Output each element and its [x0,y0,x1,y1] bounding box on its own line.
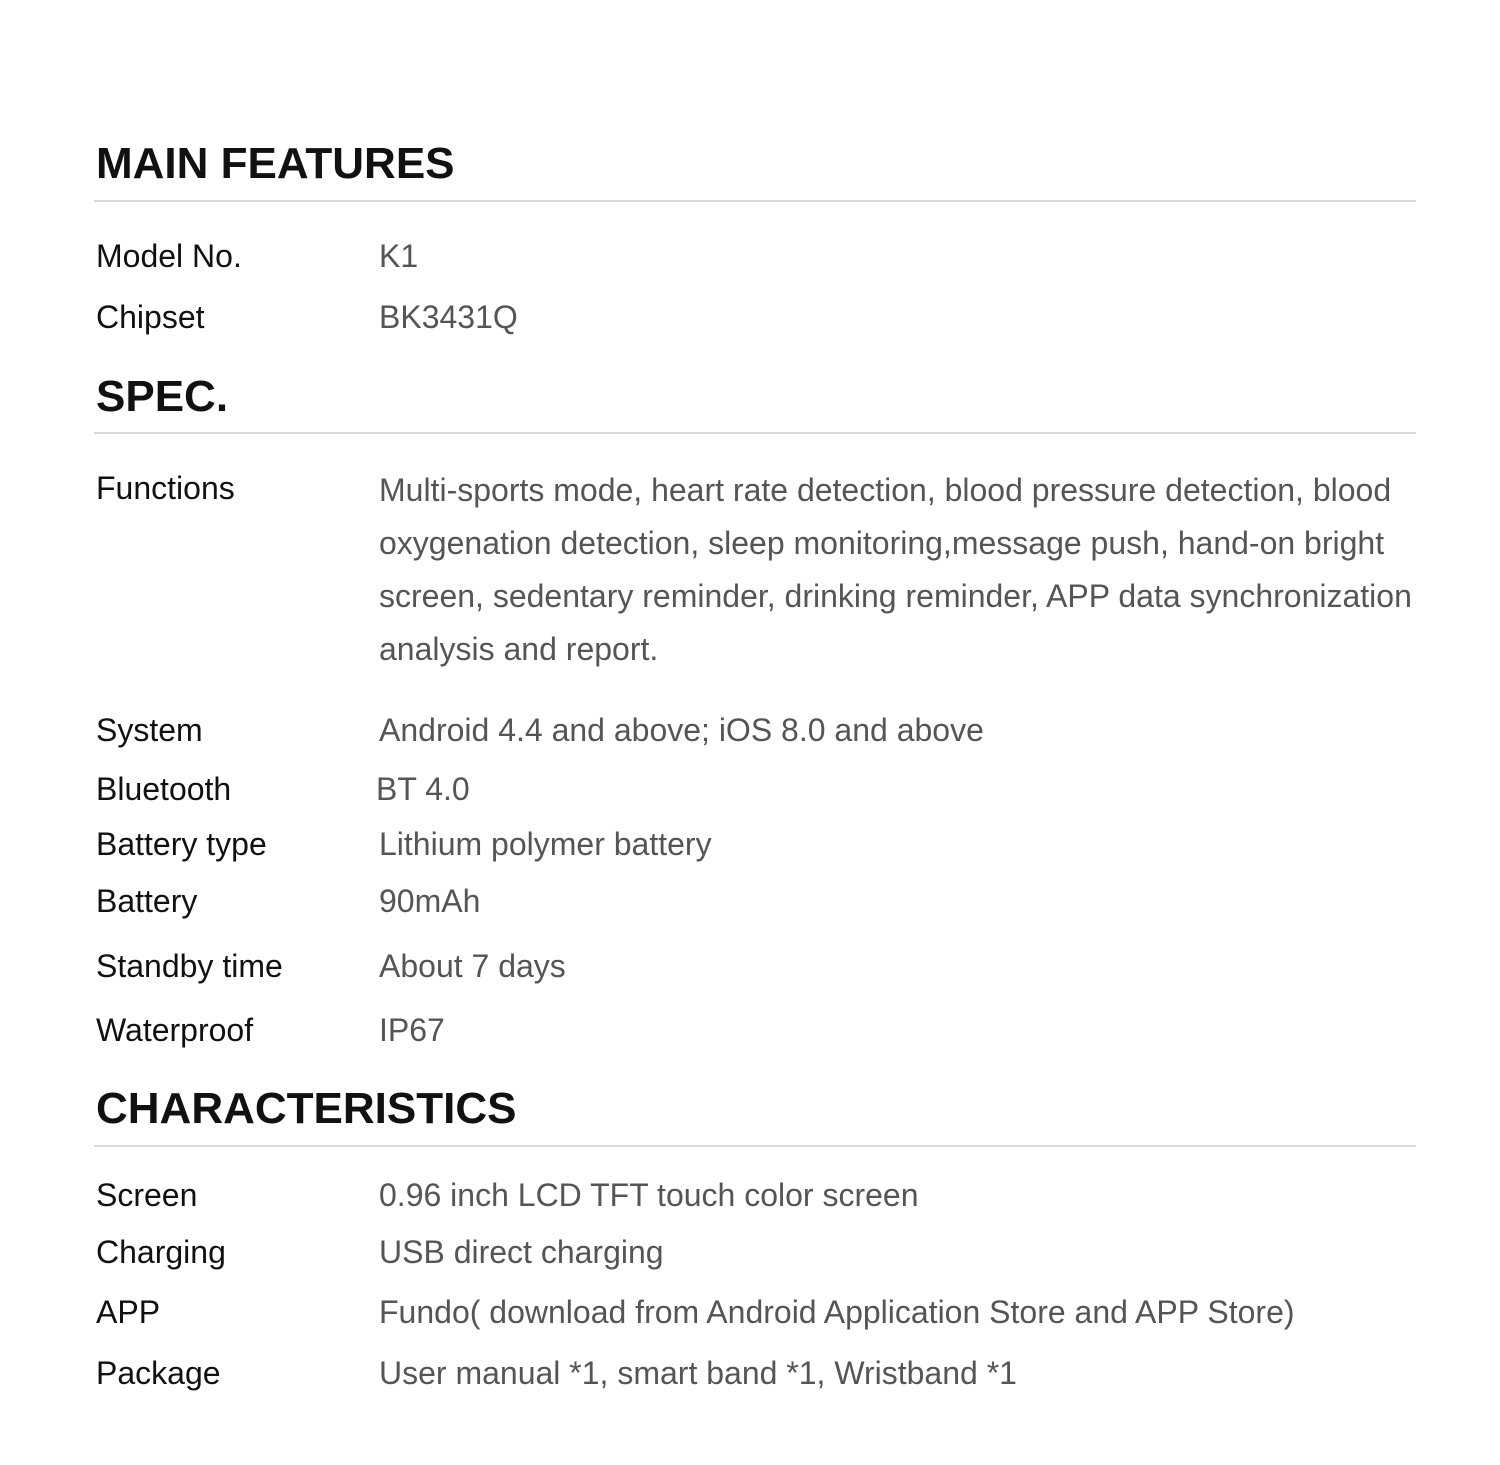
section-divider [94,200,1416,202]
spec-value-system: Android 4.4 and above; iOS 8.0 and above [379,712,984,748]
spec-label-bluetooth: Bluetooth [96,771,232,807]
section-divider [94,432,1416,434]
spec-value-chipset: BK3431Q [379,299,518,335]
spec-label-waterproof: Waterproof [96,1012,254,1048]
spec-value-waterproof: IP67 [379,1012,445,1048]
section-title-spec: SPEC. [96,372,229,421]
spec-value-package: User manual *1, smart band *1, Wristband *1 [379,1355,1017,1391]
spec-label-battery: Battery [96,883,198,919]
spec-value-model-no: K1 [379,238,419,274]
spec-label-charging: Charging [96,1234,226,1270]
spec-value-standby-time: About 7 days [379,948,566,984]
spec-label-standby-time: Standby time [96,948,283,984]
spec-label-chipset: Chipset [96,299,205,335]
spec-value-bluetooth: BT 4.0 [376,771,470,807]
spec-label-functions: Functions [96,470,235,506]
section-title-characteristics: CHARACTERISTICS [96,1084,517,1133]
spec-label-model-no: Model No. [96,238,242,274]
spec-label-package: Package [96,1355,221,1391]
spec-label-app: APP [96,1294,161,1330]
spec-value-battery-type: Lithium polymer battery [379,826,712,862]
spec-label-system: System [96,712,203,748]
section-title-main-features: MAIN FEATURES [96,139,455,188]
spec-label-screen: Screen [96,1177,198,1213]
section-divider [94,1145,1416,1147]
spec-value-charging: USB direct charging [379,1234,664,1270]
spec-value-functions: Multi-sports mode, heart rate detection, blood pressure detection, blood oxygenation detection, sleep monitoring,message push, hand-on bright screen, sedentary reminder, drinking reminder, APP data synchronization analysis and report. [379,472,1412,667]
spec-value-battery: 90mAh [379,883,481,919]
spec-label-battery-type: Battery type [96,826,267,862]
spec-value-screen: 0.96 inch LCD TFT touch color screen [379,1177,919,1213]
spec-value-app: Fundo( download from Android Application Store and APP Store) [379,1294,1295,1330]
